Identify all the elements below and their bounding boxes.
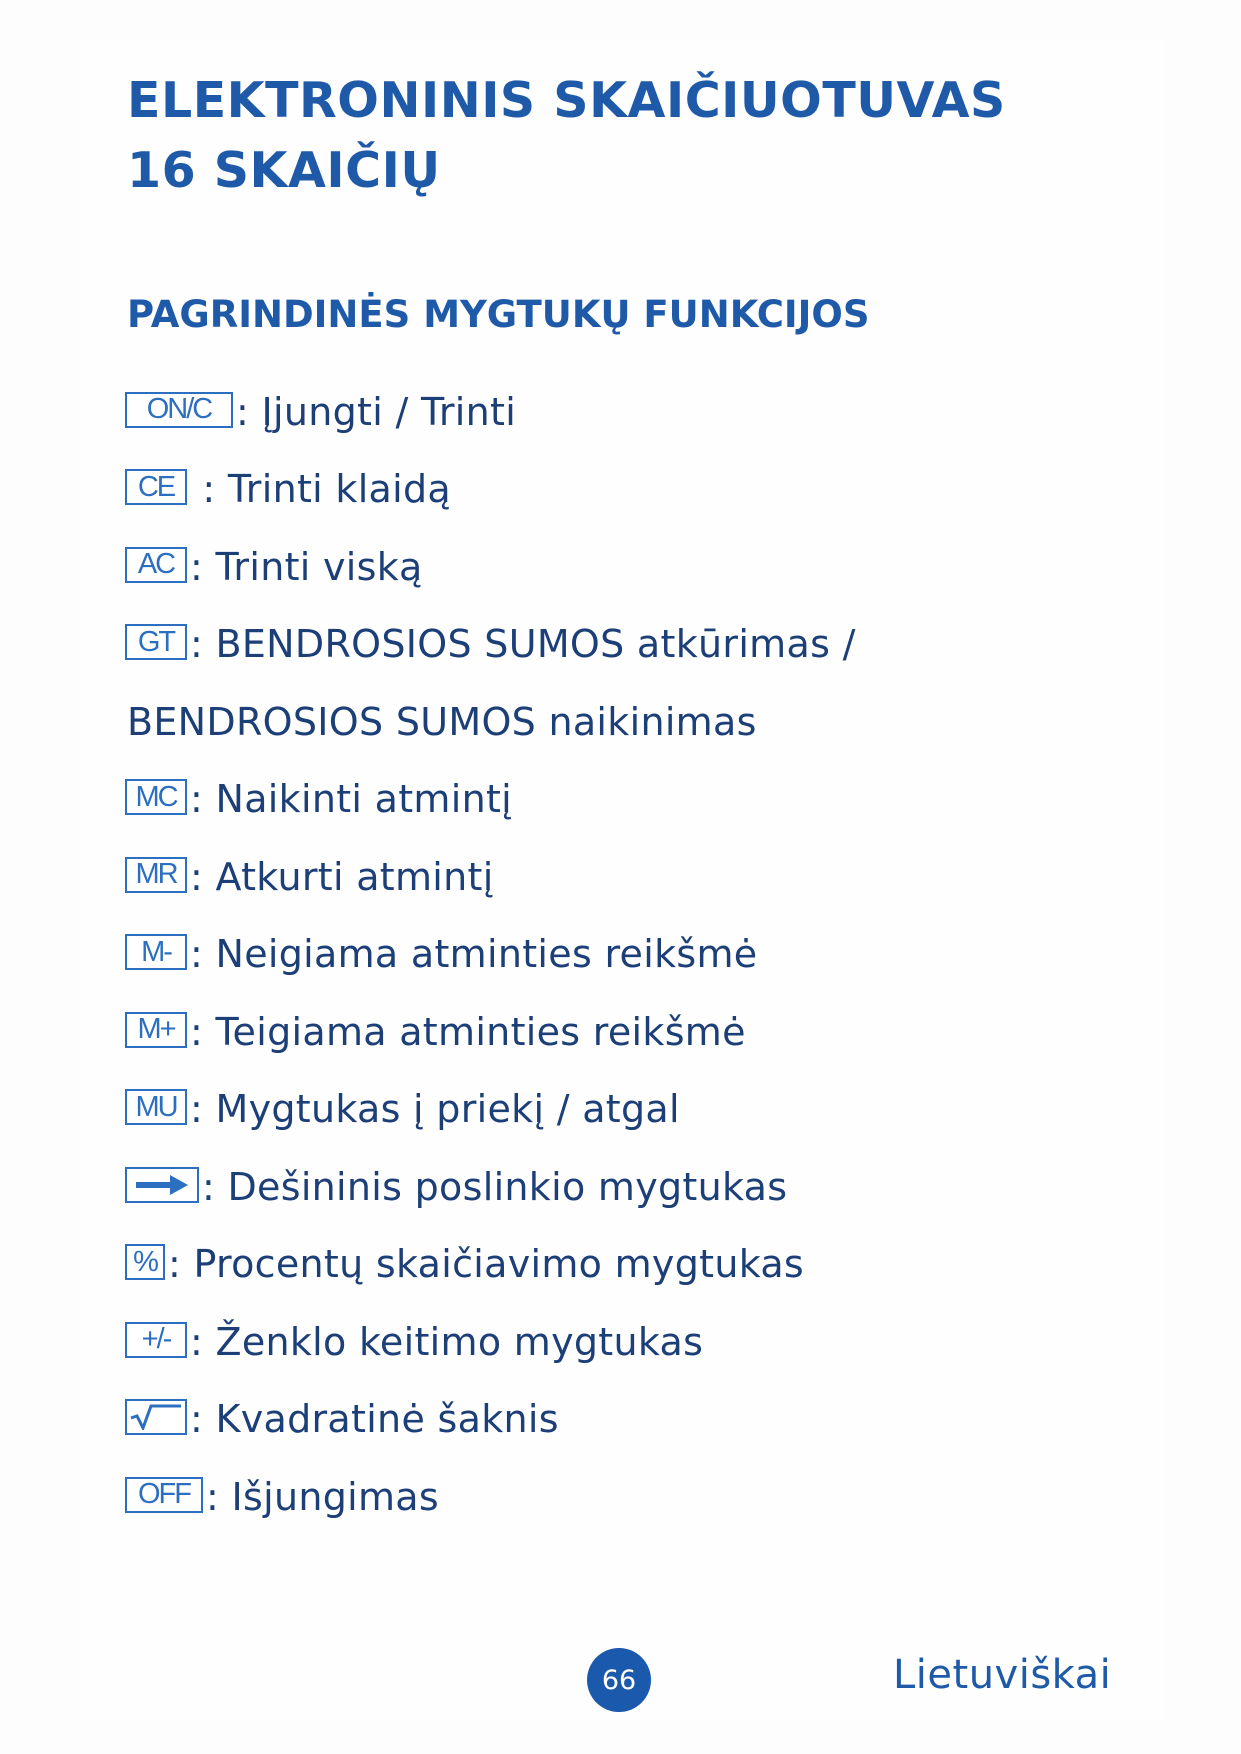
m-plus-key-icon: M+ [125, 1012, 187, 1048]
title-line-1: ELEKTRONINIS SKAIČIUOTUVAS [127, 72, 1006, 129]
list-item-mr [125, 838, 856, 916]
function-text: : Neigiama atminties reikšmė [190, 932, 758, 977]
ac-key-icon: AC [125, 547, 187, 583]
off-key-icon: OFF [125, 1477, 203, 1513]
function-text: : Išjungimas [206, 1474, 439, 1519]
function-text: : Trinti klaidą [190, 467, 452, 512]
document-title [127, 66, 1006, 206]
function-text: : Teigiama atminties reikšmė [190, 1009, 746, 1054]
list-item-gt [125, 606, 856, 684]
ce-key-icon: CE [125, 469, 187, 505]
right-arrow-icon [125, 1167, 199, 1203]
list-item-square-root [125, 1381, 856, 1459]
list-item-percent [125, 1226, 856, 1304]
plus-minus-key-icon: +/- [125, 1322, 187, 1358]
function-text: : Procentų skaičiavimo mygtukas [168, 1242, 805, 1287]
list-item-off [125, 1458, 856, 1536]
list-item-m-minus [125, 916, 856, 994]
percent-key-icon: % [125, 1244, 165, 1280]
list-item-sign-change [125, 1303, 856, 1381]
function-text: : Įjungti / Trinti [236, 389, 517, 434]
function-text: : Atkurti atmintį [190, 854, 494, 899]
list-item-ce [125, 451, 856, 529]
function-text: : Trinti viską [190, 544, 423, 589]
list-item-m-plus [125, 993, 856, 1071]
mr-key-icon: MR [125, 857, 187, 893]
mu-key-icon: MU [125, 1089, 187, 1125]
square-root-icon [125, 1399, 187, 1435]
function-text: : Mygtukas į priekį / atgal [190, 1087, 680, 1132]
section-heading: PAGRINDINĖS MYGTUKŲ FUNKCIJOS [127, 293, 870, 336]
function-text: : Naikinti atmintį [190, 777, 513, 822]
page-number-badge: 66 [587, 1648, 651, 1712]
mc-key-icon: MC [125, 779, 187, 815]
list-item-gt-continuation [125, 683, 856, 761]
function-text: : Dešininis poslinkio mygtukas [202, 1164, 788, 1209]
function-text: : Ženklo keitimo mygtukas [190, 1319, 704, 1364]
m-minus-key-icon: M- [125, 934, 187, 970]
gt-key-icon: GT [125, 624, 187, 660]
list-item-mu [125, 1071, 856, 1149]
key-function-list [125, 373, 856, 1536]
list-item-ac [125, 528, 856, 606]
language-label: Lietuviškai [893, 1652, 1112, 1698]
function-text: : BENDROSIOS SUMOS atkūrimas / [190, 622, 856, 667]
list-item-mc [125, 761, 856, 839]
list-item-onc [125, 373, 856, 451]
function-text: : Kvadratinė šaknis [190, 1397, 559, 1442]
on-c-key-icon: ON/C [125, 392, 233, 428]
list-item-right-shift [125, 1148, 856, 1226]
function-text-continuation: BENDROSIOS SUMOS naikinimas [127, 699, 757, 744]
title-line-2: 16 SKAIČIŲ [127, 142, 441, 199]
